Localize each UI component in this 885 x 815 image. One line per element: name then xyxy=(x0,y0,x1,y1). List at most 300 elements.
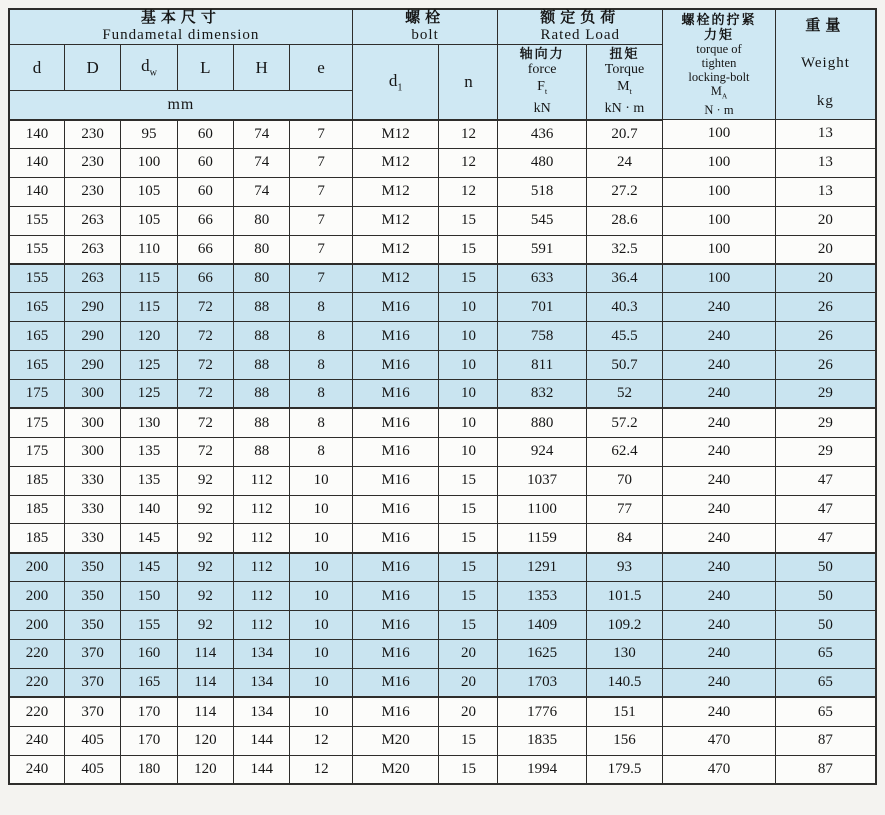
axial-force-symbol: $F_t$ xyxy=(537,79,548,97)
cell-d: 185 xyxy=(9,524,64,553)
header-bolt-en: bolt xyxy=(411,27,439,43)
cell-weight: 20 xyxy=(775,235,876,264)
cell-tighten-torque: 240 xyxy=(663,640,776,669)
cell-d1: M16 xyxy=(352,640,439,669)
cell-d: 175 xyxy=(9,380,64,409)
cell-H: 144 xyxy=(234,755,290,784)
cell-L: 92 xyxy=(177,466,233,495)
cell-torque: 24 xyxy=(586,148,662,177)
cell-dw: 165 xyxy=(121,668,177,697)
cell-force: 480 xyxy=(498,148,586,177)
cell-torque: 70 xyxy=(586,466,662,495)
cell-d1: M16 xyxy=(352,437,439,466)
cell-D: 300 xyxy=(64,437,120,466)
cell-L: 60 xyxy=(177,120,233,149)
table-row xyxy=(9,120,876,149)
cell-n: 15 xyxy=(439,611,498,640)
cell-force: 591 xyxy=(498,235,586,264)
cell-D: 370 xyxy=(64,640,120,669)
cell-n: 10 xyxy=(439,322,498,351)
cell-d1: M12 xyxy=(352,264,439,293)
cell-weight: 13 xyxy=(775,177,876,206)
cell-d: 220 xyxy=(9,668,64,697)
cell-D: 230 xyxy=(64,148,120,177)
cell-d1: M12 xyxy=(352,206,439,235)
cell-torque: 45.5 xyxy=(586,322,662,351)
col-header-axial-force xyxy=(498,45,586,120)
axial-force-zh: 轴向力 xyxy=(519,46,565,62)
cell-e: 10 xyxy=(290,524,352,553)
header-tighten-en-2: tighten xyxy=(701,55,737,70)
header-tighten-zh-1: 螺栓的拧紧 xyxy=(681,11,757,27)
cell-dw: 125 xyxy=(121,380,177,409)
cell-weight: 20 xyxy=(775,206,876,235)
cell-weight: 50 xyxy=(775,553,876,582)
cell-D: 405 xyxy=(64,755,120,784)
cell-H: 80 xyxy=(234,264,290,293)
cell-D: 300 xyxy=(64,408,120,437)
cell-d: 155 xyxy=(9,264,64,293)
cell-e: 8 xyxy=(290,351,352,380)
cell-weight: 13 xyxy=(775,148,876,177)
header-basic-dimension-zh: 基本尺寸 xyxy=(140,10,221,26)
cell-D: 290 xyxy=(64,322,120,351)
cell-tighten-torque: 240 xyxy=(663,408,776,437)
cell-tighten-torque: 240 xyxy=(663,553,776,582)
cell-D: 330 xyxy=(64,524,120,553)
cell-tighten-torque: 240 xyxy=(663,380,776,409)
cell-H: 88 xyxy=(234,408,290,437)
cell-L: 92 xyxy=(177,553,233,582)
cell-D: 350 xyxy=(64,582,120,611)
cell-H: 74 xyxy=(234,177,290,206)
cell-weight: 50 xyxy=(775,611,876,640)
cell-D: 370 xyxy=(64,668,120,697)
cell-weight: 87 xyxy=(775,755,876,784)
cell-H: 88 xyxy=(234,322,290,351)
cell-n: 12 xyxy=(439,120,498,149)
cell-dw: 135 xyxy=(121,466,177,495)
cell-tighten-torque: 240 xyxy=(663,495,776,524)
cell-weight: 20 xyxy=(775,264,876,293)
cell-L: 114 xyxy=(177,668,233,697)
cell-tighten-torque: 100 xyxy=(663,148,776,177)
cell-torque: 130 xyxy=(586,640,662,669)
col-header-e: e xyxy=(290,45,352,91)
cell-d1: M16 xyxy=(352,611,439,640)
table-row xyxy=(9,553,876,582)
cell-H: 74 xyxy=(234,148,290,177)
cell-D: 330 xyxy=(64,466,120,495)
table-row xyxy=(9,640,876,669)
cell-dw: 140 xyxy=(121,495,177,524)
cell-weight: 47 xyxy=(775,466,876,495)
cell-force: 1835 xyxy=(498,726,586,755)
cell-torque: 36.4 xyxy=(586,264,662,293)
cell-d: 240 xyxy=(9,726,64,755)
header-weight-unit: kg xyxy=(816,92,834,109)
cell-n: 20 xyxy=(439,668,498,697)
cell-n: 10 xyxy=(439,351,498,380)
cell-L: 72 xyxy=(177,293,233,322)
cell-d1: M16 xyxy=(352,408,439,437)
cell-dw: 150 xyxy=(121,582,177,611)
cell-D: 350 xyxy=(64,611,120,640)
cell-force: 1353 xyxy=(498,582,586,611)
cell-torque: 28.6 xyxy=(586,206,662,235)
cell-H: 88 xyxy=(234,351,290,380)
cell-d1: M16 xyxy=(352,351,439,380)
table-row xyxy=(9,322,876,351)
table-row xyxy=(9,466,876,495)
header-tighten-symbol: $M_A$ xyxy=(710,83,728,101)
cell-dw: 130 xyxy=(121,408,177,437)
table-row xyxy=(9,726,876,755)
cell-d: 140 xyxy=(9,177,64,206)
cell-L: 92 xyxy=(177,495,233,524)
cell-tighten-torque: 470 xyxy=(663,726,776,755)
cell-n: 15 xyxy=(439,726,498,755)
col-header-H: H xyxy=(234,45,290,91)
cell-L: 92 xyxy=(177,524,233,553)
cell-weight: 47 xyxy=(775,495,876,524)
cell-e: 7 xyxy=(290,206,352,235)
cell-tighten-torque: 240 xyxy=(663,293,776,322)
cell-force: 1100 xyxy=(498,495,586,524)
torque-symbol: $M_t$ xyxy=(617,79,632,97)
cell-n: 12 xyxy=(439,177,498,206)
cell-D: 230 xyxy=(64,120,120,149)
cell-weight: 65 xyxy=(775,668,876,697)
cell-dw: 145 xyxy=(121,553,177,582)
cell-H: 112 xyxy=(234,611,290,640)
cell-dw: 170 xyxy=(121,726,177,755)
cell-d: 185 xyxy=(9,466,64,495)
cell-e: 8 xyxy=(290,293,352,322)
cell-D: 405 xyxy=(64,726,120,755)
table-row xyxy=(9,697,876,726)
cell-weight: 65 xyxy=(775,697,876,726)
cell-weight: 65 xyxy=(775,640,876,669)
table-row xyxy=(9,524,876,553)
cell-L: 60 xyxy=(177,177,233,206)
cell-H: 80 xyxy=(234,206,290,235)
cell-torque: 50.7 xyxy=(586,351,662,380)
cell-e: 8 xyxy=(290,322,352,351)
cell-n: 10 xyxy=(439,380,498,409)
col-header-dw: $d_w$ xyxy=(121,45,177,91)
cell-d1: M16 xyxy=(352,466,439,495)
torque-en: Torque xyxy=(604,62,645,78)
cell-d1: M12 xyxy=(352,235,439,264)
cell-dw: 105 xyxy=(121,206,177,235)
cell-dw: 145 xyxy=(121,524,177,553)
cell-torque: 93 xyxy=(586,553,662,582)
cell-torque: 40.3 xyxy=(586,293,662,322)
cell-force: 880 xyxy=(498,408,586,437)
cell-torque: 140.5 xyxy=(586,668,662,697)
table-row xyxy=(9,380,876,409)
spec-table xyxy=(8,8,877,785)
table-row xyxy=(9,668,876,697)
table-row xyxy=(9,293,876,322)
torque-zh: 扭矩 xyxy=(609,46,640,62)
cell-dw: 110 xyxy=(121,235,177,264)
cell-D: 350 xyxy=(64,553,120,582)
cell-torque: 57.2 xyxy=(586,408,662,437)
cell-force: 1037 xyxy=(498,466,586,495)
cell-torque: 179.5 xyxy=(586,755,662,784)
cell-torque: 109.2 xyxy=(586,611,662,640)
cell-e: 10 xyxy=(290,466,352,495)
cell-d: 240 xyxy=(9,755,64,784)
cell-dw: 115 xyxy=(121,293,177,322)
cell-weight: 50 xyxy=(775,582,876,611)
cell-d: 165 xyxy=(9,322,64,351)
cell-tighten-torque: 470 xyxy=(663,755,776,784)
header-bolt xyxy=(352,9,498,45)
cell-D: 263 xyxy=(64,235,120,264)
cell-n: 15 xyxy=(439,206,498,235)
cell-e: 10 xyxy=(290,495,352,524)
cell-H: 112 xyxy=(234,582,290,611)
cell-H: 74 xyxy=(234,120,290,149)
cell-d1: M16 xyxy=(352,322,439,351)
cell-force: 518 xyxy=(498,177,586,206)
cell-e: 8 xyxy=(290,437,352,466)
cell-L: 72 xyxy=(177,408,233,437)
cell-d: 185 xyxy=(9,495,64,524)
cell-n: 15 xyxy=(439,755,498,784)
cell-d: 200 xyxy=(9,611,64,640)
cell-e: 10 xyxy=(290,640,352,669)
cell-n: 20 xyxy=(439,697,498,726)
cell-H: 112 xyxy=(234,553,290,582)
cell-force: 1625 xyxy=(498,640,586,669)
cell-d1: M16 xyxy=(352,668,439,697)
cell-H: 80 xyxy=(234,235,290,264)
cell-L: 72 xyxy=(177,380,233,409)
cell-d1: M12 xyxy=(352,177,439,206)
cell-H: 144 xyxy=(234,726,290,755)
cell-d: 220 xyxy=(9,697,64,726)
cell-dw: 105 xyxy=(121,177,177,206)
header-basic-dimension xyxy=(9,9,352,45)
cell-D: 263 xyxy=(64,206,120,235)
col-header-d1: $d_1$ xyxy=(352,45,439,120)
cell-weight: 26 xyxy=(775,322,876,351)
cell-n: 10 xyxy=(439,408,498,437)
table-row xyxy=(9,351,876,380)
cell-tighten-torque: 240 xyxy=(663,582,776,611)
cell-L: 72 xyxy=(177,322,233,351)
cell-e: 7 xyxy=(290,177,352,206)
header-mm-unit: mm xyxy=(9,91,352,120)
axial-force-en: force xyxy=(527,62,557,78)
cell-weight: 29 xyxy=(775,380,876,409)
header-tighten-unit: N · m xyxy=(704,103,734,118)
cell-e: 10 xyxy=(290,611,352,640)
cell-torque: 52 xyxy=(586,380,662,409)
cell-e: 8 xyxy=(290,408,352,437)
cell-e: 12 xyxy=(290,726,352,755)
cell-torque: 101.5 xyxy=(586,582,662,611)
cell-L: 92 xyxy=(177,582,233,611)
header-bolt-zh: 螺栓 xyxy=(405,10,446,26)
cell-d1: M12 xyxy=(352,120,439,149)
cell-tighten-torque: 240 xyxy=(663,437,776,466)
cell-e: 7 xyxy=(290,148,352,177)
cell-dw: 160 xyxy=(121,640,177,669)
cell-H: 134 xyxy=(234,640,290,669)
table-row xyxy=(9,582,876,611)
cell-L: 66 xyxy=(177,264,233,293)
cell-d: 165 xyxy=(9,351,64,380)
table-body xyxy=(9,120,876,784)
table-row xyxy=(9,408,876,437)
table-row xyxy=(9,437,876,466)
cell-d1: M20 xyxy=(352,755,439,784)
cell-dw: 120 xyxy=(121,322,177,351)
header-weight xyxy=(775,9,876,120)
torque-unit: kN · m xyxy=(604,101,645,117)
header-weight-en: Weight xyxy=(800,55,850,71)
cell-L: 72 xyxy=(177,351,233,380)
cell-torque: 151 xyxy=(586,697,662,726)
cell-D: 230 xyxy=(64,177,120,206)
cell-n: 20 xyxy=(439,640,498,669)
cell-D: 330 xyxy=(64,495,120,524)
cell-L: 120 xyxy=(177,726,233,755)
cell-dw: 115 xyxy=(121,264,177,293)
col-header-L: L xyxy=(177,45,233,91)
cell-d: 140 xyxy=(9,120,64,149)
cell-d1: M16 xyxy=(352,380,439,409)
cell-force: 924 xyxy=(498,437,586,466)
cell-torque: 84 xyxy=(586,524,662,553)
cell-weight: 13 xyxy=(775,120,876,149)
cell-weight: 87 xyxy=(775,726,876,755)
header-rated-load-en: Rated Load xyxy=(540,27,621,43)
cell-d1: M16 xyxy=(352,293,439,322)
table-row xyxy=(9,495,876,524)
table-row xyxy=(9,235,876,264)
header-tighten-zh-2: 力矩 xyxy=(703,26,734,42)
cell-torque: 20.7 xyxy=(586,120,662,149)
cell-n: 15 xyxy=(439,495,498,524)
cell-d: 140 xyxy=(9,148,64,177)
cell-D: 290 xyxy=(64,293,120,322)
cell-tighten-torque: 240 xyxy=(663,524,776,553)
cell-H: 112 xyxy=(234,524,290,553)
table-row xyxy=(9,206,876,235)
cell-n: 15 xyxy=(439,264,498,293)
cell-n: 10 xyxy=(439,437,498,466)
cell-force: 1409 xyxy=(498,611,586,640)
cell-weight: 26 xyxy=(775,293,876,322)
cell-force: 758 xyxy=(498,322,586,351)
cell-n: 15 xyxy=(439,582,498,611)
cell-e: 10 xyxy=(290,582,352,611)
table-row xyxy=(9,755,876,784)
cell-d1: M12 xyxy=(352,148,439,177)
cell-torque: 77 xyxy=(586,495,662,524)
cell-force: 1703 xyxy=(498,668,586,697)
cell-n: 15 xyxy=(439,524,498,553)
header-rated-load xyxy=(498,9,663,45)
cell-D: 370 xyxy=(64,697,120,726)
cell-weight: 29 xyxy=(775,437,876,466)
cell-n: 12 xyxy=(439,148,498,177)
table-row xyxy=(9,177,876,206)
cell-force: 1776 xyxy=(498,697,586,726)
cell-force: 436 xyxy=(498,120,586,149)
cell-d1: M16 xyxy=(352,553,439,582)
cell-H: 88 xyxy=(234,437,290,466)
cell-e: 12 xyxy=(290,755,352,784)
cell-H: 112 xyxy=(234,466,290,495)
cell-d1: M16 xyxy=(352,495,439,524)
cell-force: 545 xyxy=(498,206,586,235)
cell-H: 112 xyxy=(234,495,290,524)
cell-force: 701 xyxy=(498,293,586,322)
cell-tighten-torque: 100 xyxy=(663,235,776,264)
header-tighten-en-1: torque of xyxy=(696,41,742,56)
cell-L: 114 xyxy=(177,640,233,669)
cell-tighten-torque: 240 xyxy=(663,611,776,640)
cell-dw: 125 xyxy=(121,351,177,380)
cell-d: 155 xyxy=(9,235,64,264)
header-tighten-torque xyxy=(663,9,776,120)
cell-torque: 62.4 xyxy=(586,437,662,466)
cell-tighten-torque: 100 xyxy=(663,206,776,235)
cell-dw: 100 xyxy=(121,148,177,177)
col-header-n: n xyxy=(439,45,498,120)
col-header-D: D xyxy=(64,45,120,91)
cell-e: 7 xyxy=(290,235,352,264)
cell-L: 66 xyxy=(177,235,233,264)
cell-e: 8 xyxy=(290,380,352,409)
cell-tighten-torque: 100 xyxy=(663,120,776,149)
cell-D: 263 xyxy=(64,264,120,293)
cell-d: 200 xyxy=(9,582,64,611)
cell-D: 290 xyxy=(64,351,120,380)
cell-e: 7 xyxy=(290,120,352,149)
cell-dw: 170 xyxy=(121,697,177,726)
cell-tighten-torque: 100 xyxy=(663,264,776,293)
cell-H: 88 xyxy=(234,380,290,409)
cell-n: 10 xyxy=(439,293,498,322)
cell-e: 10 xyxy=(290,668,352,697)
cell-force: 832 xyxy=(498,380,586,409)
cell-tighten-torque: 240 xyxy=(663,466,776,495)
cell-dw: 95 xyxy=(121,120,177,149)
cell-weight: 29 xyxy=(775,408,876,437)
cell-dw: 180 xyxy=(121,755,177,784)
cell-torque: 156 xyxy=(586,726,662,755)
cell-L: 60 xyxy=(177,148,233,177)
cell-e: 10 xyxy=(290,697,352,726)
cell-H: 134 xyxy=(234,697,290,726)
cell-dw: 135 xyxy=(121,437,177,466)
cell-d: 175 xyxy=(9,437,64,466)
cell-d: 175 xyxy=(9,408,64,437)
cell-H: 88 xyxy=(234,293,290,322)
cell-tighten-torque: 240 xyxy=(663,668,776,697)
cell-d: 165 xyxy=(9,293,64,322)
cell-L: 66 xyxy=(177,206,233,235)
cell-force: 633 xyxy=(498,264,586,293)
